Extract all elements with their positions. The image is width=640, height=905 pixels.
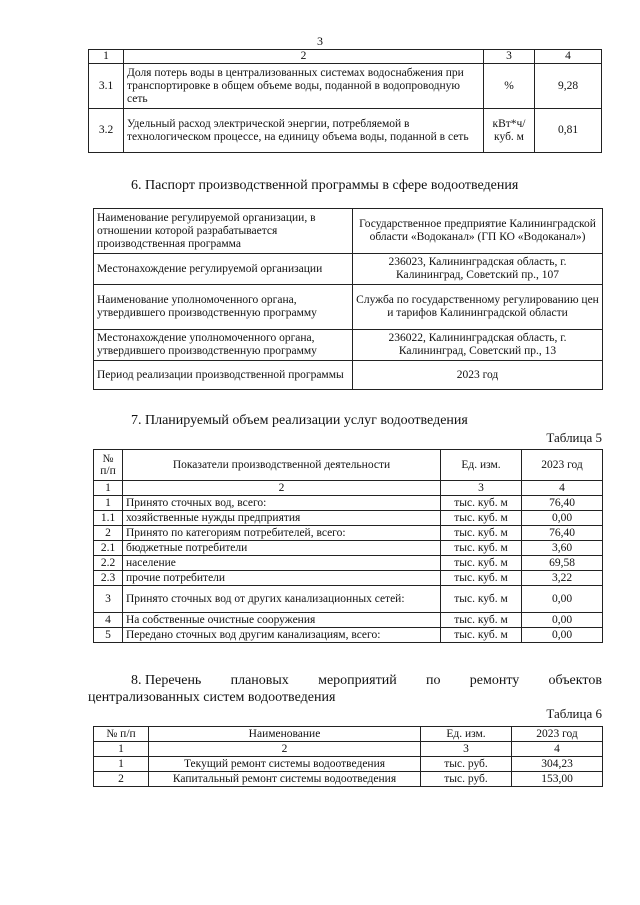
table-row bbox=[94, 526, 603, 541]
table-5-caption: Таблица 5 bbox=[546, 430, 602, 445]
row-value: 9,28 bbox=[535, 64, 602, 109]
header-year: 2023 год bbox=[522, 450, 603, 481]
row-name: Принято сточных вод, всего: bbox=[123, 496, 441, 511]
header-cell: 2 bbox=[124, 50, 484, 64]
index-cell: 1 bbox=[94, 742, 149, 757]
row-number: 4 bbox=[94, 613, 123, 628]
table-index-row bbox=[94, 481, 603, 496]
table-row bbox=[94, 757, 603, 772]
table-row bbox=[94, 556, 603, 571]
row-number: 1.1 bbox=[94, 511, 123, 526]
row-value: 0,00 bbox=[522, 628, 603, 643]
row-name: Капитальный ремонт системы водоотведения bbox=[149, 772, 421, 787]
passport-label: Наименование уполномоченного органа, утвердившего производственную программу bbox=[94, 285, 353, 330]
row-number: 3.1 bbox=[89, 64, 124, 109]
row-unit: тыс. куб. м bbox=[441, 526, 522, 541]
section-8-title-line1 bbox=[88, 672, 602, 689]
passport-label: Местонахождение регулируемой организации bbox=[94, 254, 353, 285]
table-row bbox=[94, 254, 603, 285]
passport-value: Служба по государственному регулированию цен и тарифов Калининградской области bbox=[353, 285, 603, 330]
index-cell: 1 bbox=[94, 481, 123, 496]
passport-table bbox=[93, 208, 603, 390]
index-cell: 2 bbox=[123, 481, 441, 496]
index-cell: 2 bbox=[149, 742, 421, 757]
section-7-title: 7. Планируемый объем реализации услуг водоотведения bbox=[131, 413, 468, 428]
row-unit: тыс. куб. м bbox=[441, 556, 522, 571]
row-name: Принято по категориям потребителей, всего: bbox=[123, 526, 441, 541]
header-num: № п/п bbox=[94, 727, 149, 742]
row-name: Текущий ремонт системы водоотведения bbox=[149, 757, 421, 772]
header-unit: Ед. изм. bbox=[421, 727, 512, 742]
row-value: 0,00 bbox=[522, 511, 603, 526]
passport-label: Период реализации производственной программы bbox=[94, 361, 353, 390]
row-unit: тыс. куб. м bbox=[441, 628, 522, 643]
passport-label: Местонахождение уполномоченного органа, утвердившего производственную программу bbox=[94, 330, 353, 361]
row-number: 3.2 bbox=[89, 109, 124, 153]
row-name: бюджетные потребители bbox=[123, 541, 441, 556]
row-unit: тыс. куб. м bbox=[441, 541, 522, 556]
header-cell: 3 bbox=[484, 50, 535, 64]
table-row bbox=[94, 586, 603, 613]
row-unit: тыс. куб. м bbox=[441, 571, 522, 586]
title-word: мероприятий bbox=[318, 673, 397, 688]
row-name: хозяйственные нужды предприятия bbox=[123, 511, 441, 526]
row-unit: тыс. руб. bbox=[421, 772, 512, 787]
row-name: На собственные очистные сооружения bbox=[123, 613, 441, 628]
table-row bbox=[89, 64, 602, 109]
row-number: 2 bbox=[94, 772, 149, 787]
table-row bbox=[89, 109, 602, 153]
row-name: Принято сточных вод от других канализационных сетей: bbox=[123, 586, 441, 613]
row-number: 3 bbox=[94, 586, 123, 613]
row-name: население bbox=[123, 556, 441, 571]
header-name: Наименование bbox=[149, 727, 421, 742]
table-index-row bbox=[94, 742, 603, 757]
row-value: 76,40 bbox=[522, 496, 603, 511]
row-value: 0,81 bbox=[535, 109, 602, 153]
passport-value: 236023, Калининградская область, г. Калининград, Советский пр., 107 bbox=[353, 254, 603, 285]
row-value: 76,40 bbox=[522, 526, 603, 541]
index-cell: 3 bbox=[421, 742, 512, 757]
row-unit: тыс. куб. м bbox=[441, 496, 522, 511]
header-cell: 1 bbox=[89, 50, 124, 64]
row-value: 0,00 bbox=[522, 613, 603, 628]
row-value: 153,00 bbox=[512, 772, 603, 787]
title-word: плановых bbox=[230, 673, 289, 688]
row-number: 5 bbox=[94, 628, 123, 643]
row-value: 304,23 bbox=[512, 757, 603, 772]
row-name: прочие потребители bbox=[123, 571, 441, 586]
table-header-row bbox=[94, 727, 603, 742]
row-number: 2.2 bbox=[94, 556, 123, 571]
passport-label: Наименование регулируемой организации, в отношении которой разрабатывается производственная программа bbox=[94, 209, 353, 254]
section-8-title bbox=[88, 672, 602, 706]
row-unit: тыс. куб. м bbox=[441, 613, 522, 628]
row-unit: кВт*ч/ куб. м bbox=[484, 109, 535, 153]
table-row bbox=[94, 209, 603, 254]
table-6-caption: Таблица 6 bbox=[546, 706, 602, 721]
title-word: 8. Перечень bbox=[131, 673, 202, 688]
row-value: 3,22 bbox=[522, 571, 603, 586]
header-name: Показатели производственной деятельности bbox=[123, 450, 441, 481]
table-row bbox=[94, 541, 603, 556]
table-row bbox=[94, 511, 603, 526]
section-8-title-line2: централизованных систем водоотведения bbox=[88, 690, 336, 705]
row-unit: тыс. руб. bbox=[421, 757, 512, 772]
table-row bbox=[94, 613, 603, 628]
row-number: 2.3 bbox=[94, 571, 123, 586]
title-word: по bbox=[425, 673, 441, 688]
repair-activities-table bbox=[93, 726, 603, 787]
indicators-table bbox=[88, 49, 602, 153]
table-row bbox=[94, 361, 603, 390]
row-unit: тыс. куб. м bbox=[441, 586, 522, 613]
passport-value: Государственное предприятие Калининградской области «Водоканал» (ГП КО «Водоканал») bbox=[353, 209, 603, 254]
section-6-title: 6. Паспорт производственной программы в сфере водоотведения bbox=[131, 178, 519, 193]
table-row bbox=[94, 330, 603, 361]
passport-value: 2023 год bbox=[353, 361, 603, 390]
header-num: № п/п bbox=[94, 450, 123, 481]
title-word: объектов bbox=[548, 673, 602, 688]
row-value: 69,58 bbox=[522, 556, 603, 571]
header-cell: 4 bbox=[535, 50, 602, 64]
table-row bbox=[94, 496, 603, 511]
row-name: Передано сточных вод другим канализациям, всего: bbox=[123, 628, 441, 643]
row-value: 0,00 bbox=[522, 586, 603, 613]
row-number: 1 bbox=[94, 757, 149, 772]
table-row bbox=[94, 628, 603, 643]
index-cell: 3 bbox=[441, 481, 522, 496]
row-name: Доля потерь воды в централизованных системах водоснабжения при транспортировке в общем объеме воды, поданной в водопроводную сеть bbox=[124, 64, 484, 109]
services-volume-table bbox=[93, 449, 603, 643]
row-number: 2.1 bbox=[94, 541, 123, 556]
row-number: 1 bbox=[94, 496, 123, 511]
table-row bbox=[94, 772, 603, 787]
row-number: 2 bbox=[94, 526, 123, 541]
table-row bbox=[94, 571, 603, 586]
row-name: Удельный расход электрической энергии, потребляемой в технологическом процессе, на единицу объема воды, поданной в сеть bbox=[124, 109, 484, 153]
header-unit: Ед. изм. bbox=[441, 450, 522, 481]
row-value: 3,60 bbox=[522, 541, 603, 556]
table-header-row bbox=[89, 50, 602, 64]
page-number: 3 bbox=[317, 34, 323, 48]
index-cell: 4 bbox=[522, 481, 603, 496]
table-header-row bbox=[94, 450, 603, 481]
header-year: 2023 год bbox=[512, 727, 603, 742]
row-unit: тыс. куб. м bbox=[441, 511, 522, 526]
row-unit: % bbox=[484, 64, 535, 109]
table-row bbox=[94, 285, 603, 330]
passport-value: 236022, Калининградская область, г. Калининград, Советский пр., 13 bbox=[353, 330, 603, 361]
index-cell: 4 bbox=[512, 742, 603, 757]
title-word: ремонту bbox=[469, 673, 520, 688]
